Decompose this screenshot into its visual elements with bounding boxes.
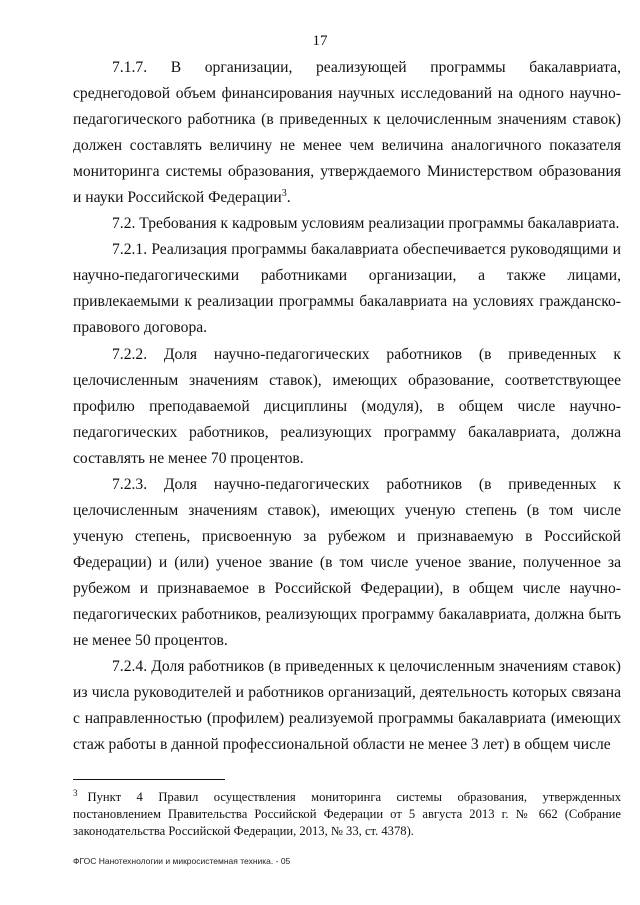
footnote-mark: 3: [73, 788, 78, 798]
footnote-divider: [73, 779, 225, 780]
footer-note: ФГОС Нанотехнологии и микросистемная техника. - 05: [73, 856, 291, 866]
body-text: [73, 55, 621, 758]
paragraph-7-2-4: 7.2.4. Доля работников (в приведенных к целочисленным значениям ставок) из числа руководителей и работников организаций, деятельность которых связана с направленностью (профилем) реализуемой программы бакалавриата (имеющих стаж работы в данной профессиональной области не менее 3 лет) в общем числе: [73, 658, 621, 754]
paragraph-7-2-3: 7.2.3. Доля научно-педагогических работников (в приведенных к целочисленным значениям ставок), имеющих ученую степень (в том числе ученую степень, присвоенную за рубежом и признаваемую в Российской Федерации) и (или) ученое звание (в том числе ученое звание, полученное за рубежом и признаваемое в Российской Федерации), в общем числе научно-педагогических работников, реализующих программу бакалавриата, должна быть не менее 50 процентов.: [73, 475, 621, 650]
footnote-reference[interactable]: 3: [281, 188, 287, 200]
paragraph-7-2: 7.2. Требования к кадровым условиям реализации программы бакалавриата.: [112, 215, 620, 233]
paragraph-7-1-7: [73, 55, 621, 211]
paragraph-7-2-2: 7.2.2. Доля научно-педагогических работников (в приведенных к целочисленным значениям ставок), имеющих образование, соответствующее профилю преподаваемой дисциплины (модуля), в общем числе научно-педагогических работников, реализующих программу бакалавриата, должна составлять не менее 70 процентов.: [73, 345, 621, 467]
paragraph-text-end: .: [286, 189, 291, 207]
paragraph-text: 7.1.7. В организации, реализующей программы бакалавриата, среднегодовой объем финансирования научных исследований на одного научно-педагогического работника (в приведенных к целочисленным значениям ставок) должен составлять величину не менее чем величина аналогичного показателя мониторинга системы образования, утверждаемого Министерством образования и науки Российской Федерации: [73, 59, 621, 207]
page-number: 17: [312, 33, 328, 49]
footnote-text: Пункт 4 Правил осуществления мониторинга системы образования, утвержденных постановлением Правительства Российской Федерации от 5 августа 2013 г. № 662 (Собрание законодательства Российской Федерации, 2013, № 33, ст. 4378).: [73, 790, 621, 838]
footnote: [73, 785, 621, 840]
paragraph-7-2-1: 7.2.1. Реализация программы бакалавриата обеспечивается руководящими и научно-педагогическими работниками организации, а также лицами, привлекаемыми к реализации программы бакалавриата на условиях гражданско-правового договора.: [73, 241, 621, 337]
